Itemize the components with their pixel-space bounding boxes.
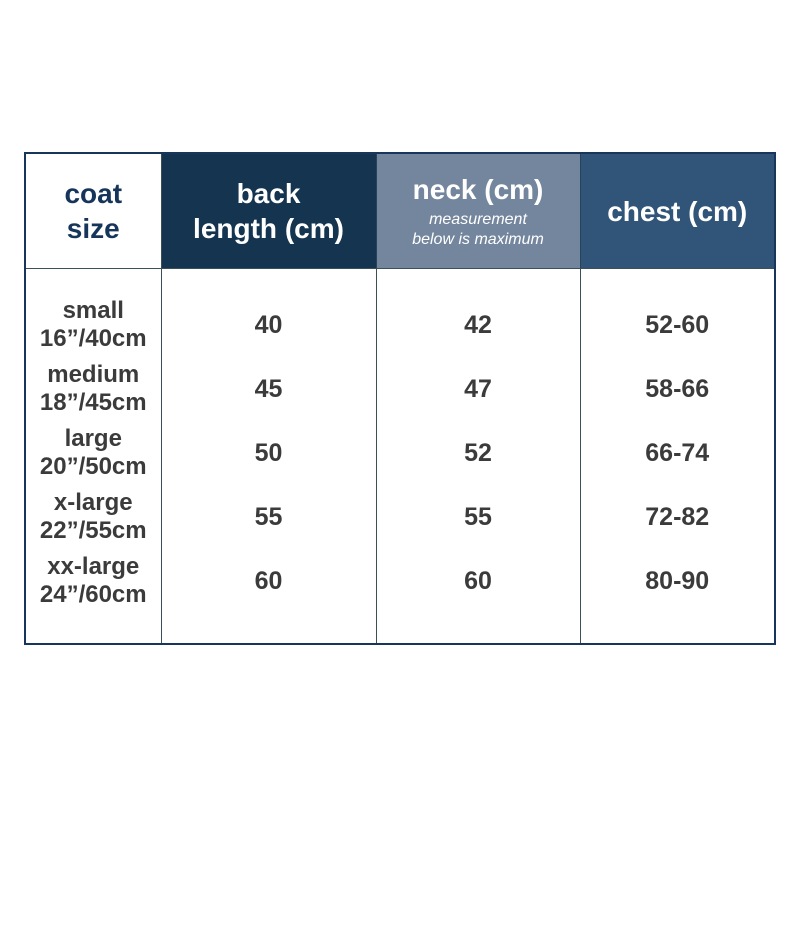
size-cell — [25, 357, 161, 421]
size-dimension: 20”/50cm — [39, 453, 147, 480]
header-back-length-line1: back — [236, 178, 301, 209]
neck-cell: 52 — [376, 421, 580, 485]
table-row-xx-large — [25, 549, 775, 644]
size-cell — [25, 549, 161, 644]
size-name: medium — [47, 361, 140, 389]
header-neck-subtitle-line1: measurement — [429, 211, 527, 228]
size-name: small — [62, 297, 124, 325]
header-neck-title: neck (cm) — [412, 174, 544, 205]
back-length-cell: 45 — [161, 357, 376, 421]
neck-cell: 47 — [376, 357, 580, 421]
header-back-length — [161, 153, 376, 269]
size-name: xx-large — [47, 553, 140, 581]
chest-cell: 72-82 — [580, 485, 775, 549]
size-name: x-large — [53, 489, 133, 517]
chest-cell: 52-60 — [580, 269, 775, 358]
neck-cell: 55 — [376, 485, 580, 549]
size-dimension: 22”/55cm — [39, 517, 147, 544]
header-chest: chest (cm) — [580, 153, 775, 269]
size-cell — [25, 269, 161, 358]
neck-cell: 60 — [376, 549, 580, 644]
header-coat-size-line2: size — [66, 213, 120, 244]
table-row-medium — [25, 357, 775, 421]
header-neck-subtitle — [377, 210, 580, 250]
back-length-cell: 60 — [161, 549, 376, 644]
table-row-x-large — [25, 485, 775, 549]
back-length-cell: 40 — [161, 269, 376, 358]
header-coat-size — [25, 153, 161, 269]
size-name: large — [64, 425, 122, 453]
header-coat-size-line1: coat — [64, 178, 123, 209]
size-cell — [25, 485, 161, 549]
size-dimension: 24”/60cm — [39, 581, 147, 608]
chest-cell: 58-66 — [580, 357, 775, 421]
size-dimension: 16”/40cm — [39, 325, 147, 352]
size-cell — [25, 421, 161, 485]
neck-cell: 42 — [376, 269, 580, 358]
table-row-large — [25, 421, 775, 485]
chest-cell: 66-74 — [580, 421, 775, 485]
back-length-cell: 55 — [161, 485, 376, 549]
header-row — [25, 153, 775, 269]
size-dimension: 18”/45cm — [39, 389, 147, 416]
header-back-length-line2: length (cm) — [193, 213, 344, 244]
coat-size-chart — [24, 152, 776, 645]
chest-cell: 80-90 — [580, 549, 775, 644]
table-row-small — [25, 269, 775, 358]
header-neck — [376, 153, 580, 269]
header-neck-subtitle-line2: below is maximum — [412, 231, 544, 248]
back-length-cell: 50 — [161, 421, 376, 485]
